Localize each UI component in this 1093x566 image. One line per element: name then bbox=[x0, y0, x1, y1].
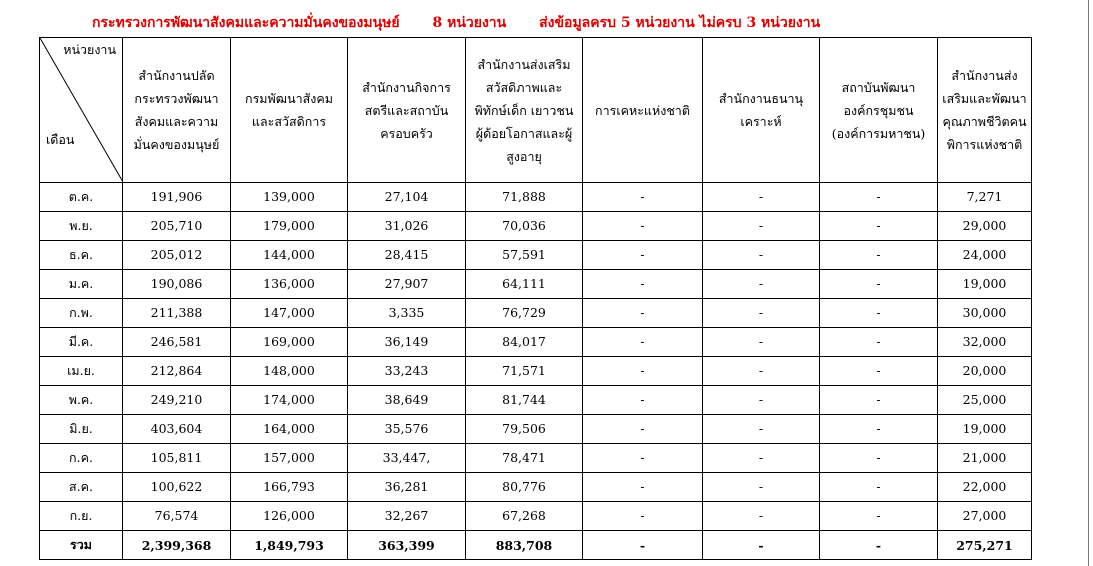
header-cell bbox=[466, 38, 583, 183]
report-title bbox=[92, 12, 820, 34]
value-cell: - bbox=[820, 328, 938, 357]
month-cell: ก.พ. bbox=[40, 299, 123, 328]
value-cell: 166,793 bbox=[231, 473, 348, 502]
value-cell: 33,243 bbox=[348, 357, 466, 386]
value-cell: - bbox=[820, 502, 938, 531]
header-cell bbox=[123, 38, 231, 183]
value-cell: 84,017 bbox=[466, 328, 583, 357]
value-cell: 3,335 bbox=[348, 299, 466, 328]
value-cell: - bbox=[583, 386, 703, 415]
value-cell: 79,506 bbox=[466, 415, 583, 444]
value-cell: - bbox=[583, 212, 703, 241]
corner-header-cell bbox=[40, 38, 123, 183]
table-body bbox=[40, 183, 1032, 531]
header-cell bbox=[703, 38, 820, 183]
value-cell: - bbox=[703, 357, 820, 386]
header-text: สำนักงานปลัดกระทรวงพัฒนาสังคมและความมั่นคงของมนุษย์ bbox=[133, 68, 220, 152]
month-cell: ส.ค. bbox=[40, 473, 123, 502]
value-cell: 144,000 bbox=[231, 241, 348, 270]
value-cell: 76,574 bbox=[123, 502, 231, 531]
value-cell: 20,000 bbox=[938, 357, 1032, 386]
value-cell: - bbox=[820, 241, 938, 270]
value-cell: - bbox=[703, 328, 820, 357]
header-cell bbox=[348, 38, 466, 183]
total-label: รวม bbox=[40, 531, 123, 560]
table-row bbox=[40, 212, 1032, 241]
value-cell: 80,776 bbox=[466, 473, 583, 502]
value-cell: - bbox=[820, 386, 938, 415]
header-text: สำนักงานกิจการสตรีและสถาบันครอบครัว bbox=[362, 79, 451, 141]
value-cell: - bbox=[820, 415, 938, 444]
value-cell: - bbox=[703, 444, 820, 473]
title-submission-status: ส่งข้อมูลครบ 5 หน่วยงาน ไม่ครบ 3 หน่วยงาน bbox=[539, 15, 821, 31]
value-cell: 81,744 bbox=[466, 386, 583, 415]
value-cell: - bbox=[820, 183, 938, 212]
data-table bbox=[39, 37, 1032, 560]
table-row bbox=[40, 386, 1032, 415]
value-cell: 27,000 bbox=[938, 502, 1032, 531]
value-cell: 164,000 bbox=[231, 415, 348, 444]
total-cell: - bbox=[703, 531, 820, 560]
value-cell: 24,000 bbox=[938, 241, 1032, 270]
value-cell: 157,000 bbox=[231, 444, 348, 473]
value-cell: 126,000 bbox=[231, 502, 348, 531]
total-cell: - bbox=[820, 531, 938, 560]
value-cell: - bbox=[583, 183, 703, 212]
value-cell: 148,000 bbox=[231, 357, 348, 386]
value-cell: 190,086 bbox=[123, 270, 231, 299]
month-cell: ธ.ค. bbox=[40, 241, 123, 270]
title-unit-count: 8 หน่วยงาน bbox=[432, 15, 507, 31]
value-cell: 36,281 bbox=[348, 473, 466, 502]
value-cell: 246,581 bbox=[123, 328, 231, 357]
title-ministry: กระทรวงการพัฒนาสังคมและความมั่นคงของมนุษย์ bbox=[92, 15, 400, 31]
total-cell: - bbox=[583, 531, 703, 560]
month-cell: เม.ย. bbox=[40, 357, 123, 386]
value-cell: 38,649 bbox=[348, 386, 466, 415]
value-cell: 57,591 bbox=[466, 241, 583, 270]
total-row bbox=[40, 531, 1032, 560]
month-cell: พ.ค. bbox=[40, 386, 123, 415]
header-text: สำนักงานส่งเสริมและพัฒนาคุณภาพชีวิตคนพิการแห่งชาติ bbox=[942, 68, 1027, 152]
month-cell: มิ.ย. bbox=[40, 415, 123, 444]
value-cell: 205,710 bbox=[123, 212, 231, 241]
table-row bbox=[40, 357, 1032, 386]
value-cell: 179,000 bbox=[231, 212, 348, 241]
value-cell: 25,000 bbox=[938, 386, 1032, 415]
value-cell: 191,906 bbox=[123, 183, 231, 212]
value-cell: 19,000 bbox=[938, 415, 1032, 444]
value-cell: - bbox=[583, 270, 703, 299]
table-row bbox=[40, 444, 1032, 473]
value-cell: 174,000 bbox=[231, 386, 348, 415]
month-cell: ก.ค. bbox=[40, 444, 123, 473]
value-cell: - bbox=[703, 473, 820, 502]
value-cell: - bbox=[820, 444, 938, 473]
corner-label-agency: หน่วยงาน bbox=[63, 42, 116, 57]
total-cell: 363,399 bbox=[348, 531, 466, 560]
month-cell: ก.ย. bbox=[40, 502, 123, 531]
value-cell: 403,604 bbox=[123, 415, 231, 444]
header-text: สถาบันพัฒนาองค์กรชุมชน (องค์การมหาชน) bbox=[831, 79, 926, 141]
value-cell: 76,729 bbox=[466, 299, 583, 328]
value-cell: - bbox=[703, 502, 820, 531]
value-cell: 136,000 bbox=[231, 270, 348, 299]
value-cell: 32,267 bbox=[348, 502, 466, 531]
value-cell: - bbox=[583, 473, 703, 502]
header-text: สำนักงานส่งเสริมสวัสดิภาพและพิทักษ์เด็ก เยาวชน ผู้ด้อยโอกาสและผู้สูงอายุ bbox=[474, 56, 574, 164]
value-cell: - bbox=[703, 415, 820, 444]
table-row bbox=[40, 473, 1032, 502]
value-cell: - bbox=[820, 473, 938, 502]
page-right-border bbox=[1088, 0, 1089, 566]
header-text: สำนักงานธนานุเคราะห์ bbox=[718, 91, 804, 129]
value-cell: - bbox=[703, 299, 820, 328]
total-cell: 275,271 bbox=[938, 531, 1032, 560]
value-cell: - bbox=[583, 502, 703, 531]
value-cell: - bbox=[820, 270, 938, 299]
header-cell bbox=[820, 38, 938, 183]
value-cell: - bbox=[703, 241, 820, 270]
value-cell: - bbox=[820, 299, 938, 328]
total-cell: 883,708 bbox=[466, 531, 583, 560]
month-cell: พ.ย. bbox=[40, 212, 123, 241]
diagonal-divider bbox=[40, 38, 123, 182]
month-cell: ต.ค. bbox=[40, 183, 123, 212]
value-cell: - bbox=[583, 328, 703, 357]
value-cell: - bbox=[583, 299, 703, 328]
month-cell: ม.ค. bbox=[40, 270, 123, 299]
value-cell: 22,000 bbox=[938, 473, 1032, 502]
table-row bbox=[40, 328, 1032, 357]
value-cell: 139,000 bbox=[231, 183, 348, 212]
value-cell: 205,012 bbox=[123, 241, 231, 270]
corner-label-month: เดือน bbox=[46, 132, 75, 147]
value-cell: - bbox=[703, 386, 820, 415]
value-cell: 29,000 bbox=[938, 212, 1032, 241]
table-row bbox=[40, 183, 1032, 212]
value-cell: 147,000 bbox=[231, 299, 348, 328]
value-cell: - bbox=[703, 183, 820, 212]
value-cell: 78,471 bbox=[466, 444, 583, 473]
value-cell: 71,571 bbox=[466, 357, 583, 386]
value-cell: 249,210 bbox=[123, 386, 231, 415]
value-cell: - bbox=[820, 357, 938, 386]
table-row bbox=[40, 270, 1032, 299]
value-cell: - bbox=[703, 270, 820, 299]
value-cell: 70,036 bbox=[466, 212, 583, 241]
table-row bbox=[40, 502, 1032, 531]
value-cell: 169,000 bbox=[231, 328, 348, 357]
value-cell: 35,576 bbox=[348, 415, 466, 444]
header-cell bbox=[938, 38, 1032, 183]
value-cell: 212,864 bbox=[123, 357, 231, 386]
value-cell: 67,268 bbox=[466, 502, 583, 531]
value-cell: 100,622 bbox=[123, 473, 231, 502]
total-cell: 1,849,793 bbox=[231, 531, 348, 560]
value-cell: 33,447, bbox=[348, 444, 466, 473]
value-cell: - bbox=[703, 212, 820, 241]
value-cell: 32,000 bbox=[938, 328, 1032, 357]
value-cell: 30,000 bbox=[938, 299, 1032, 328]
value-cell: 21,000 bbox=[938, 444, 1032, 473]
header-cell bbox=[231, 38, 348, 183]
value-cell: - bbox=[583, 415, 703, 444]
total-cell: 2,399,368 bbox=[123, 531, 231, 560]
value-cell: - bbox=[583, 241, 703, 270]
value-cell: 28,415 bbox=[348, 241, 466, 270]
header-text: การเคหะแห่งชาติ bbox=[595, 102, 690, 118]
value-cell: - bbox=[583, 357, 703, 386]
value-cell: 211,388 bbox=[123, 299, 231, 328]
header-cell bbox=[583, 38, 703, 183]
value-cell: 36,149 bbox=[348, 328, 466, 357]
value-cell: 27,907 bbox=[348, 270, 466, 299]
header-row bbox=[40, 38, 1032, 183]
table-row bbox=[40, 415, 1032, 444]
month-cell: มี.ค. bbox=[40, 328, 123, 357]
value-cell: 71,888 bbox=[466, 183, 583, 212]
value-cell: 27,104 bbox=[348, 183, 466, 212]
value-cell: 31,026 bbox=[348, 212, 466, 241]
value-cell: 7,271 bbox=[938, 183, 1032, 212]
value-cell: 105,811 bbox=[123, 444, 231, 473]
value-cell: 64,111 bbox=[466, 270, 583, 299]
header-text: กรมพัฒนาสังคมและสวัสดิการ bbox=[245, 91, 333, 129]
table-row bbox=[40, 299, 1032, 328]
table-row bbox=[40, 241, 1032, 270]
value-cell: - bbox=[583, 444, 703, 473]
value-cell: - bbox=[820, 212, 938, 241]
value-cell: 19,000 bbox=[938, 270, 1032, 299]
